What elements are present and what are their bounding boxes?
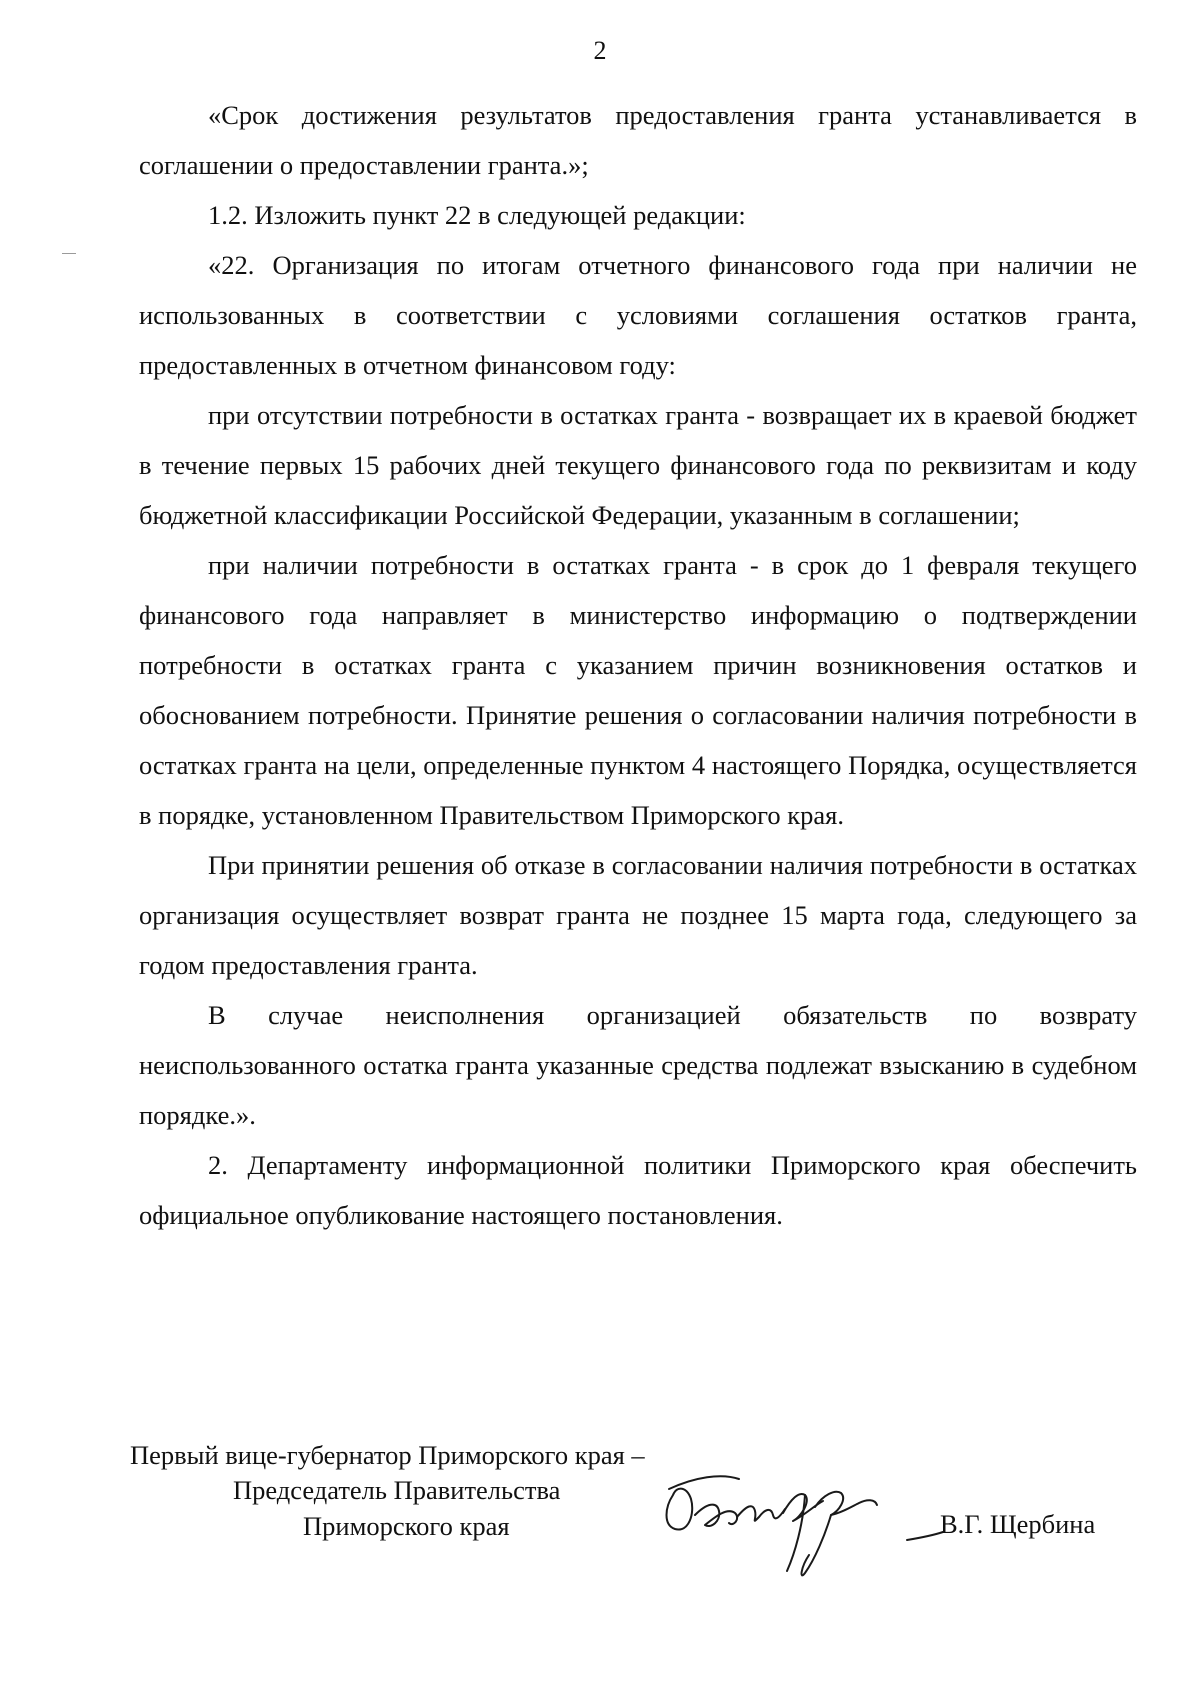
paragraph-need-confirmation: при наличии потребности в остатках гранта - в срок до 1 февраля текущего финансового года направляет в министерство информацию о подтверждении потребности в остатках гранта с указанием причин возникновения остатков и обоснованием потребности. Принятие решения о согласовании наличия потребности в остатках гранта на цели, определенные пунктом 4 настоящего Порядка, осуществляется в порядке, установленном Правительством Приморского края. <box>139 550 1137 830</box>
paragraph-court-recovery: В случае неисполнения организацией обязательств по возврату неиспользованного остатка гранта указанные средства подлежат взысканию в судебном порядке.». <box>139 1000 1137 1130</box>
handwritten-signature <box>655 1455 905 1595</box>
signer-position-line-2: Председатель Правительства <box>233 1475 561 1505</box>
paragraph-result-deadline: «Срок достижения результатов предоставления гранта устанавливается в соглашении о предоставлении гранта.»; <box>139 100 1137 180</box>
document-body <box>139 90 1137 1240</box>
paragraph-amend-clause-22: 1.2. Изложить пункт 22 в следующей редакции: <box>208 200 746 230</box>
paragraph-clause-22-intro: «22. Организация по итогам отчетного финансового года при наличии не использованных в соответствии с условиями соглашения остатков гранта, предоставленных в отчетном финансовом году: <box>139 250 1137 380</box>
signer-name: В.Г. Щербина <box>940 1509 1096 1539</box>
scan-artifact-mark <box>62 253 76 254</box>
signature-underline-stroke <box>905 1530 945 1542</box>
signer-position-line-3: Приморского края <box>303 1511 510 1541</box>
paragraph-no-need-return: при отсутствии потребности в остатках гранта - возвращает их в краевой бюджет в течение первых 15 рабочих дней текущего финансового года по реквизитам и коду бюджетной классификации Российской Федерации, указанным в соглашении; <box>139 400 1137 530</box>
page-number: 2 <box>593 36 607 65</box>
signer-position-line-1: Первый вице-губернатор Приморского края – <box>130 1440 645 1470</box>
paragraph-publication-order: 2. Департаменту информационной политики Приморского края обеспечить официальное опубликование настоящего постановления. <box>139 1150 1137 1230</box>
paragraph-refusal-return: При принятии решения об отказе в согласовании наличия потребности в остатках организация осуществляет возврат гранта не позднее 15 марта года, следующего за годом предоставления гранта. <box>139 850 1137 980</box>
